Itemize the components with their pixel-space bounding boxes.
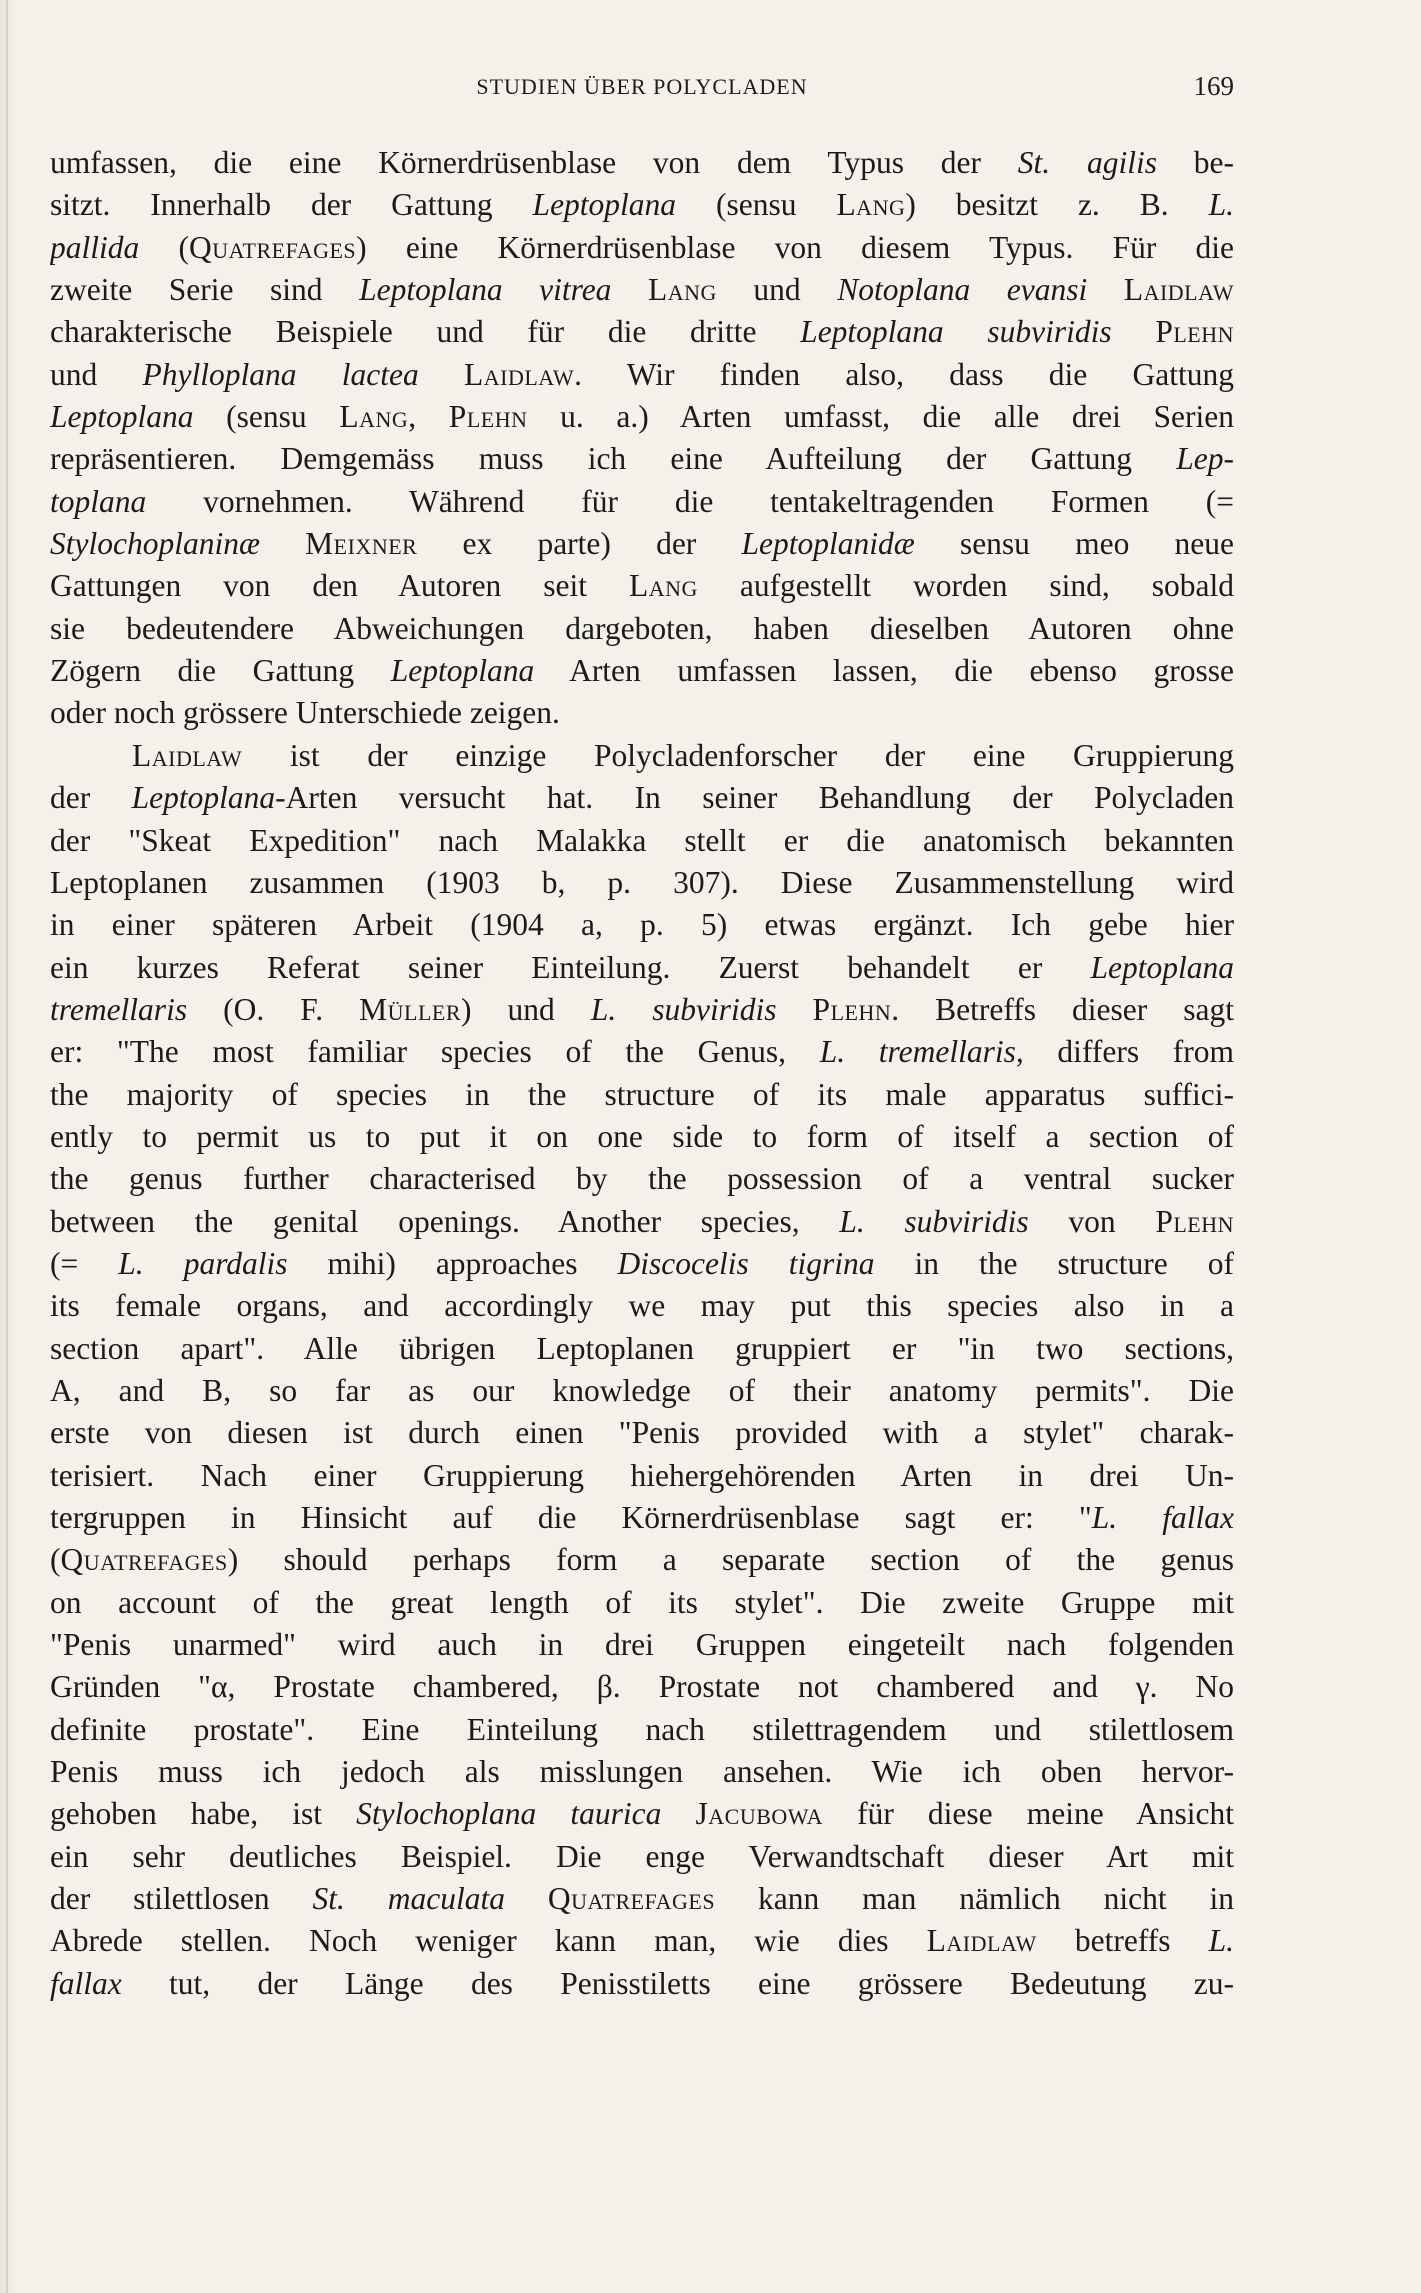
text-run: gehoben habe, ist — [50, 1796, 357, 1832]
text-run: ) eine Körnerdrüsenblase von diesem Typus. Für die — [356, 229, 1234, 265]
small-caps-name: Plehn — [812, 991, 892, 1027]
text-line — [50, 1963, 1234, 2005]
small-caps-name: Lang — [647, 272, 717, 308]
text-run: the genus further characterised by the possession of a ventral sucker — [50, 1161, 1234, 1197]
text-run: und — [50, 356, 143, 392]
text-run: ein kurzes Referat seiner Einteilung. Zuerst behandelt er — [50, 949, 1091, 985]
small-caps-name: Laidlaw — [1123, 272, 1234, 308]
text-run: ) besitzt z. B. — [905, 187, 1209, 223]
text-line — [50, 142, 1234, 184]
text-run: section apart". Alle übrigen Leptoplanen gruppiert er "in two sections, — [50, 1330, 1234, 1366]
italic-text: toplana — [50, 483, 147, 519]
text-run: kann man nämlich nicht in — [715, 1881, 1234, 1917]
text-run — [661, 1796, 695, 1831]
text-run: -Arten versucht hat. In seiner Behandlung der Polycladen — [275, 780, 1234, 816]
text-run: in einer späteren Arbeit (1904 a, p. 5) etwas ergänzt. Ich gebe hier — [50, 907, 1234, 943]
text-line — [50, 1709, 1234, 1751]
small-caps-name: Quatrefages — [188, 229, 357, 265]
italic-text: Discocelis tigrina — [617, 1245, 875, 1281]
text-run: sensu meo neue — [914, 526, 1234, 562]
text-line — [50, 1539, 1234, 1581]
text-run: definite prostate". Eine Einteilung nach stilettragendem und stilettlosem — [50, 1711, 1234, 1747]
text-run: zweite Serie sind — [50, 272, 360, 308]
italic-text: L. — [1208, 1923, 1234, 1959]
text-line — [50, 904, 1234, 946]
text-run — [260, 526, 305, 561]
text-line — [50, 1836, 1234, 1878]
text-run: erste von diesen ist durch einen "Penis provided with a stylet" charak- — [50, 1415, 1234, 1451]
italic-text: Lep- — [1176, 441, 1234, 477]
text-line — [50, 396, 1234, 438]
text-run: Gründen "α, Prostate chambered, β. Prostate not chambered and γ. No — [50, 1669, 1234, 1705]
text-run: tut, der Länge des Penisstiletts eine grössere Bedeutung zu- — [121, 1965, 1234, 2001]
text-run: terisiert. Nach einer Gruppierung hiehergehörenden Arten in drei Un- — [50, 1457, 1234, 1493]
small-caps-name: Plehn — [1155, 314, 1234, 350]
italic-text: Leptoplana subviridis — [800, 314, 1112, 350]
text-run: er: "The most familiar species of the Genus, — [50, 1034, 820, 1070]
text-line — [50, 1920, 1234, 1962]
text-run: umfassen, die eine Körnerdrüsenblase von dem Typus der — [50, 145, 1018, 180]
body-text — [50, 142, 1234, 2005]
text-run: der — [50, 780, 132, 816]
text-line — [50, 1370, 1234, 1412]
text-run: Leptoplanen zusammen (1903 b, p. 307). Diese Zusammenstellung wird — [50, 864, 1234, 900]
text-line — [50, 1158, 1234, 1200]
text-run: , — [408, 399, 449, 435]
small-caps-name: Laidlaw — [926, 1923, 1037, 1959]
text-run: der stilettlosen — [50, 1881, 313, 1917]
text-run: "Penis unarmed" wird auch in drei Gruppen eingeteilt nach folgenden — [50, 1627, 1234, 1663]
text-line — [50, 777, 1234, 819]
text-line — [50, 354, 1234, 396]
italic-text: L. fallax — [1091, 1500, 1234, 1535]
text-run: sie bedeutendere Abweichungen dargeboten, haben dieselben Autoren ohne — [50, 610, 1234, 646]
text-run: und — [716, 272, 838, 308]
text-run: in the structure of — [874, 1245, 1234, 1281]
page-number: 169 — [1193, 71, 1234, 101]
text-run: . Betreffs dieser sagt — [891, 991, 1234, 1027]
italic-text: Leptoplana vitrea — [359, 272, 612, 308]
text-line — [50, 481, 1234, 523]
text-run: aufgestellt worden sind, sobald — [697, 568, 1234, 604]
italic-text: fallax — [50, 1965, 122, 2001]
text-line — [50, 184, 1234, 226]
text-run — [777, 992, 813, 1027]
small-caps-name: Lang — [628, 568, 698, 604]
text-run: ( — [139, 229, 189, 265]
text-run: between the genital openings. Another species, — [50, 1203, 840, 1239]
text-line — [50, 1116, 1234, 1158]
small-caps-name: Laidlaw — [132, 737, 243, 773]
small-caps-name: Plehn — [1155, 1203, 1234, 1239]
italic-text: Leptoplana — [50, 399, 194, 435]
text-line — [50, 650, 1234, 692]
text-line — [50, 1031, 1234, 1073]
small-caps-name: Meixner — [305, 526, 418, 562]
italic-text: Phylloplana lactea — [142, 356, 419, 392]
text-run: betreffs — [1036, 1923, 1209, 1959]
text-run: Penis muss ich jedoch als misslungen ansehen. Wie ich oben hervor- — [50, 1754, 1234, 1790]
text-line — [50, 947, 1234, 989]
text-run — [419, 357, 464, 392]
text-run: für diese meine Ansicht — [822, 1796, 1234, 1832]
text-run: (sensu — [193, 399, 340, 435]
text-run — [1087, 272, 1124, 307]
text-run: differs from — [1023, 1034, 1234, 1070]
text-line — [50, 1328, 1234, 1370]
text-run: sitzt. Innerhalb der Gattung — [50, 187, 533, 223]
text-line — [50, 311, 1234, 353]
text-run: ently to permit us to put it on one side to form of itself a section of — [50, 1118, 1234, 1154]
text-run: Gattungen von den Autoren seit — [50, 568, 629, 604]
text-run: von — [1028, 1203, 1156, 1239]
italic-text: Leptoplanidæ — [741, 526, 915, 562]
italic-text: Leptoplana — [390, 653, 535, 689]
italic-text: Stylochoplana taurica — [356, 1796, 662, 1832]
small-caps-name: Müller — [359, 991, 462, 1027]
text-run: der "Skeat Expedition" nach Malakka stellt er die anatomisch bekannten — [50, 822, 1234, 858]
text-line — [50, 1497, 1234, 1539]
text-line — [50, 735, 1234, 777]
text-run: repräsentieren. Demgemäss muss ich eine Aufteilung der Gattung — [50, 441, 1177, 477]
italic-text: L. pardalis — [118, 1245, 288, 1281]
text-line — [50, 1074, 1234, 1116]
text-run: Abrede stellen. Noch weniger kann man, wie dies — [50, 1923, 927, 1959]
text-line — [50, 862, 1234, 904]
small-caps-name: Lang — [836, 187, 906, 223]
text-run: A, and B, so far as our knowledge of their anatomy permits". Die — [50, 1372, 1234, 1408]
text-line — [50, 438, 1234, 480]
text-run: Arten umfassen lassen, die ebenso grosse — [534, 653, 1234, 689]
page-header — [50, 71, 1234, 114]
text-line — [50, 1285, 1234, 1327]
text-line — [50, 608, 1234, 650]
text-run: ein sehr deutliches Beispiel. Die enge Verwandtschaft dieser Art mit — [50, 1838, 1234, 1874]
text-line — [50, 1412, 1234, 1454]
text-run: tergruppen in Hinsicht auf die Körnerdrüsenblase sagt er: " — [50, 1500, 1092, 1535]
text-run: its female organs, and accordingly we may put this species also in a — [50, 1288, 1234, 1324]
italic-text: St. agilis — [1017, 145, 1157, 180]
text-line — [50, 523, 1234, 565]
text-line — [50, 1582, 1234, 1624]
text-run: mihi) approaches — [287, 1245, 618, 1281]
italic-text: St. maculata — [312, 1881, 506, 1917]
small-caps-name: Laidlaw — [463, 356, 575, 392]
text-run: on account of the great length of its stylet". Die zweite Gruppe mit — [50, 1584, 1234, 1620]
italic-text: tremellaris — [50, 991, 188, 1027]
text-run: u. a.) Arten umfasst, die alle drei Serien — [527, 399, 1234, 435]
text-line — [50, 1201, 1234, 1243]
italic-text: L. subviridis — [590, 991, 777, 1027]
text-line — [50, 1624, 1234, 1666]
text-run: be- — [1156, 145, 1234, 180]
text-run: oder noch grössere Unterschiede zeigen. — [50, 695, 560, 731]
text-run — [611, 272, 648, 307]
italic-text: Leptoplana — [532, 187, 677, 223]
small-caps-name: Quatrefages — [547, 1881, 716, 1917]
text-run: . Wir finden also, dass die Gattung — [574, 356, 1234, 392]
text-run: (O. F. — [187, 991, 360, 1027]
small-caps-name: Jacubowa — [695, 1796, 823, 1832]
page-edge-shadow — [6, 0, 8, 2293]
italic-text: Stylochoplaninæ — [50, 526, 260, 562]
italic-text: Leptoplana — [1090, 949, 1234, 985]
text-run: ex parte) der — [417, 526, 742, 562]
text-run: vornehmen. Während für die tentakeltragenden Formen (= — [146, 483, 1234, 519]
italic-text: pallida — [50, 229, 140, 265]
italic-text: Leptoplana — [131, 780, 276, 816]
text-line — [50, 1751, 1234, 1793]
text-line — [50, 1878, 1234, 1920]
text-run: (= — [50, 1245, 119, 1281]
text-run: ist der einzige Polycladenforscher der eine Gruppierung — [242, 737, 1234, 773]
text-line — [50, 1455, 1234, 1497]
text-run: Zögern die Gattung — [50, 653, 391, 689]
running-title: STUDIEN ÜBER POLYCLADEN — [476, 74, 808, 99]
text-run — [1112, 314, 1156, 349]
text-run: ) should perhaps form a separate section of the genus — [227, 1542, 1234, 1578]
text-line — [50, 1666, 1234, 1708]
text-line — [50, 692, 1234, 734]
text-run: (sensu — [676, 187, 837, 223]
text-line — [50, 269, 1234, 311]
text-line — [50, 820, 1234, 862]
italic-text: L. tremellaris, — [819, 1034, 1024, 1070]
small-caps-name: Lang — [339, 399, 409, 435]
text-line — [50, 989, 1234, 1031]
text-line — [50, 1793, 1234, 1835]
text-run: charakterische Beispiele und für die dritte — [50, 314, 801, 350]
italic-text: L. — [1208, 187, 1234, 223]
small-caps-name: Plehn — [448, 399, 528, 435]
text-line — [50, 565, 1234, 607]
text-run — [505, 1881, 548, 1916]
italic-text: Notoplana evansi — [837, 272, 1088, 308]
text-run: ( — [50, 1542, 61, 1578]
text-run: the majority of species in the structure of its male apparatus suffici- — [50, 1076, 1234, 1112]
small-caps-name: Quatrefages — [60, 1542, 228, 1578]
text-line — [50, 1243, 1234, 1285]
text-line — [50, 227, 1234, 269]
italic-text: L. subviridis — [839, 1203, 1029, 1239]
text-run: ) und — [461, 991, 591, 1027]
